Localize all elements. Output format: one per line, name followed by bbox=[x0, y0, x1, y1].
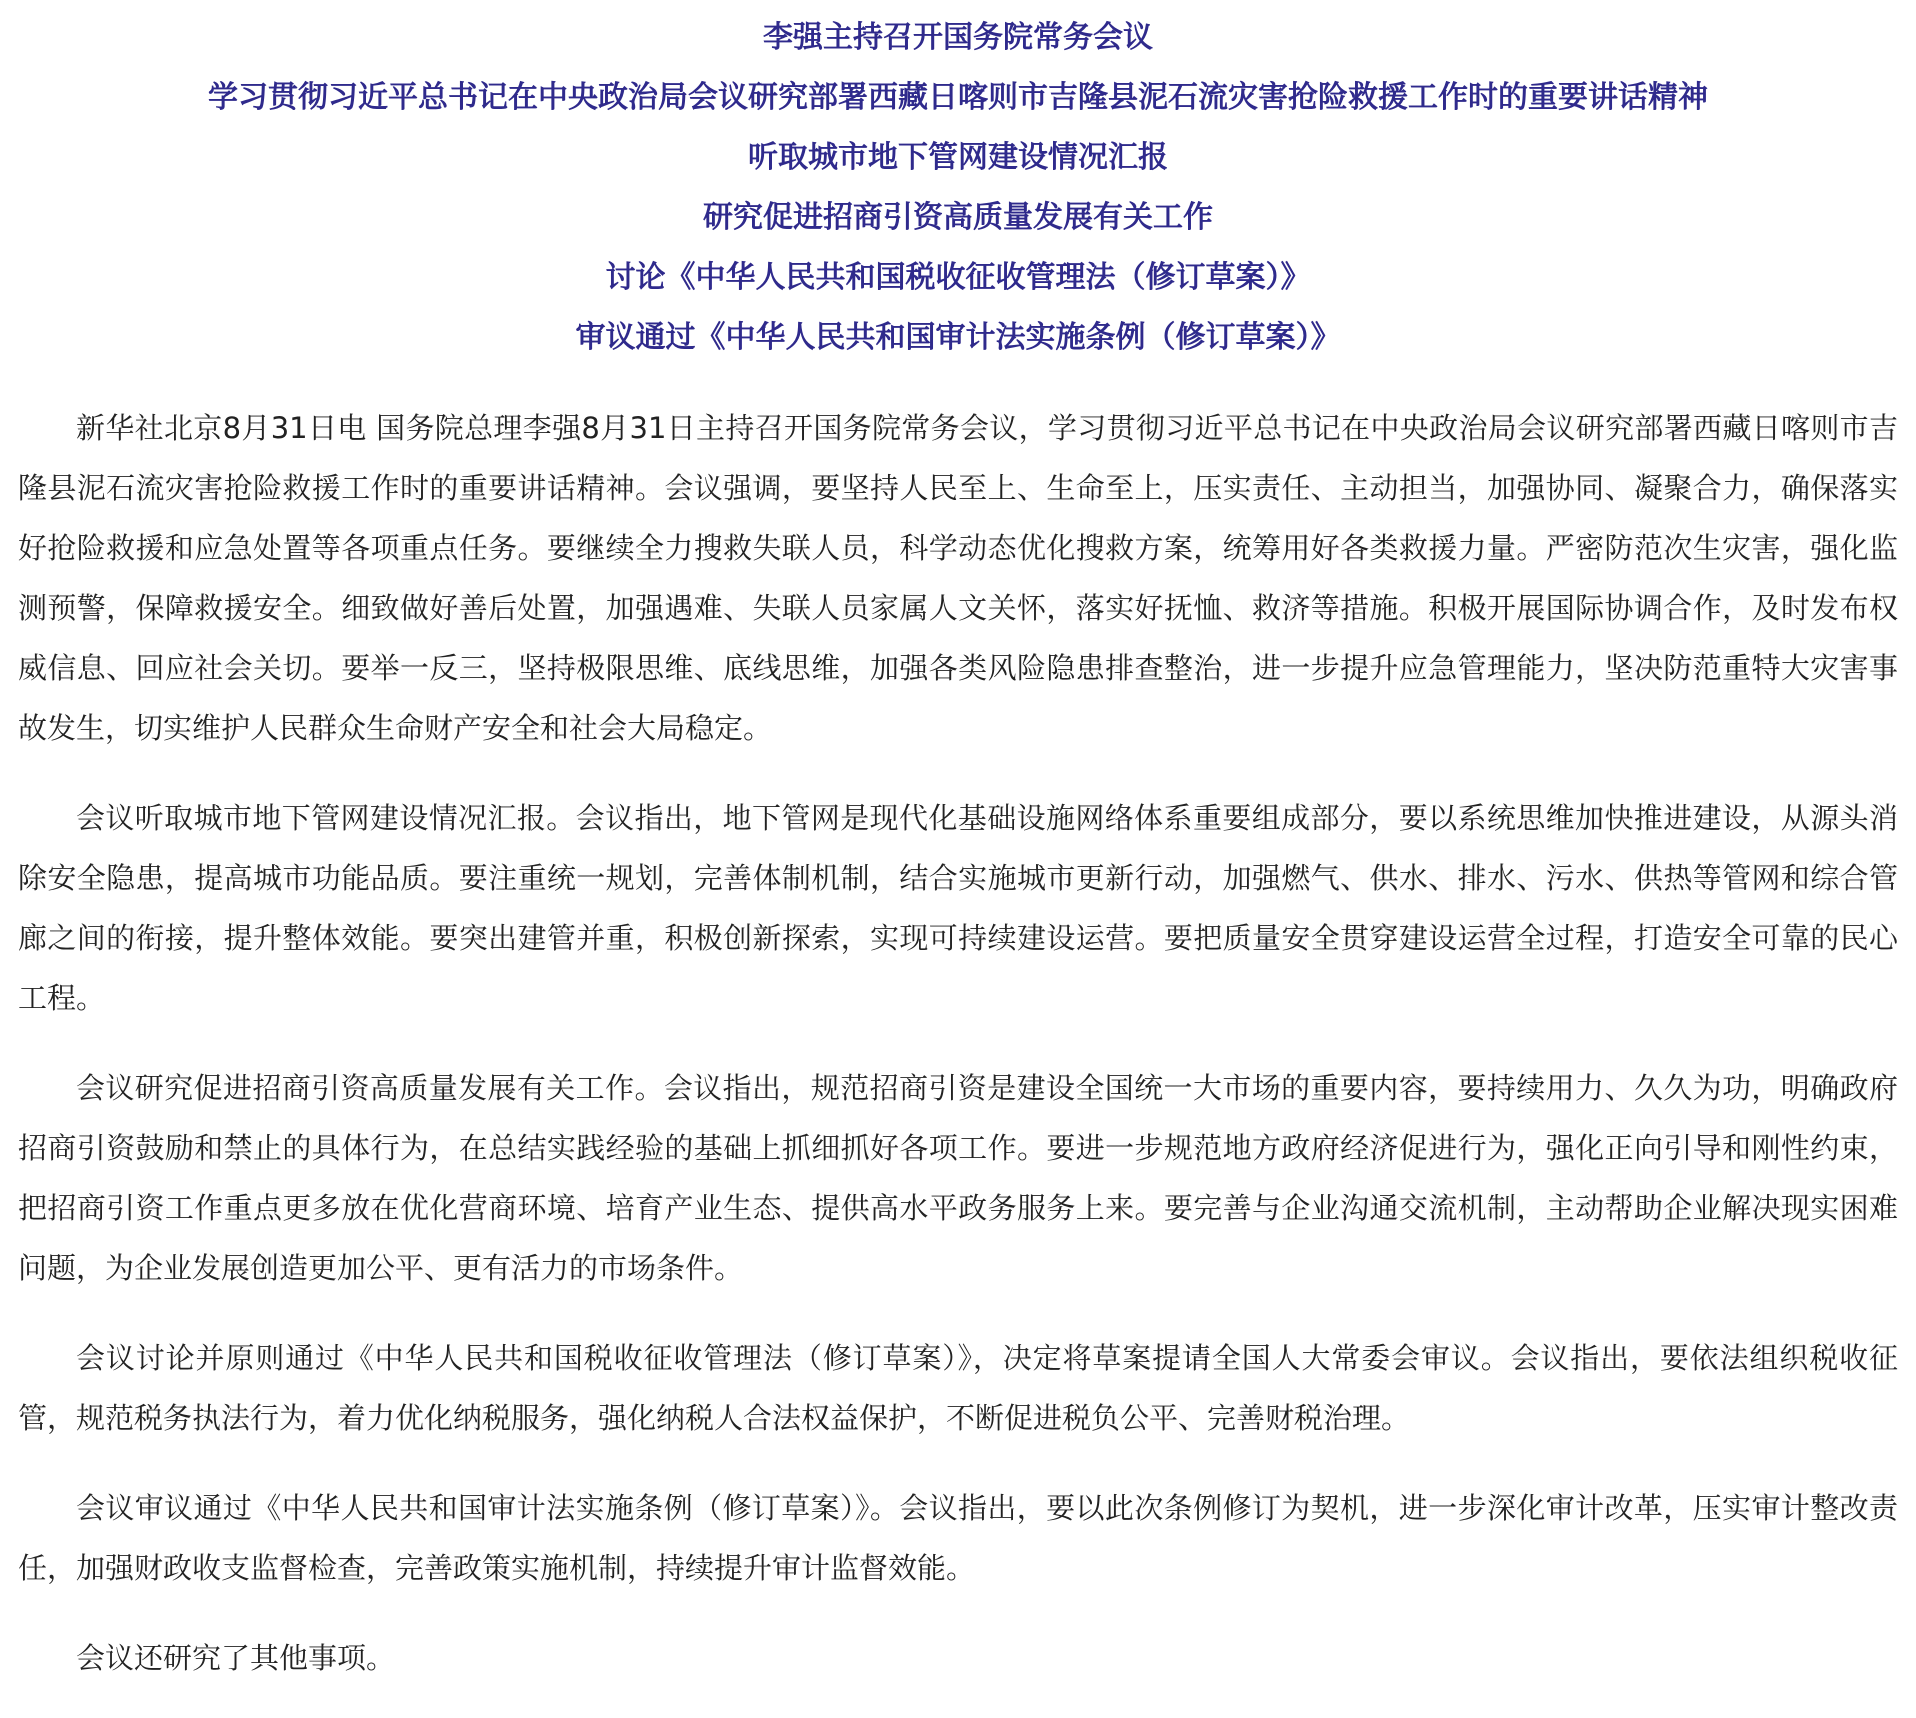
article-body bbox=[18, 398, 1898, 1688]
subtitle-1: 学习贯彻习近平总书记在中央政治局会议研究部署西藏日喀则市吉隆县泥石流灾害抢险救援工作时的重要讲话精神 bbox=[208, 80, 1708, 115]
subtitle-5: 审议通过《中华人民共和国审计法实施条例（修订草案）》 bbox=[575, 320, 1341, 355]
paragraph-6: 会议还研究了其他事项。 bbox=[76, 1641, 396, 1675]
paragraph-3: 会议研究促进招商引资高质量发展有关工作。会议指出，规范招商引资是建设全国统一大市场的重要内容，要持续用力、久久为功，明确政府招商引资鼓励和禁止的具体行为，在总结实践经验的基础上抓细抓好各项工作。要进一步规范地方政府经济促进行为，强化正向引导和刚性约束，把招商引资工作重点更多放在优化营商环境、培育产业生态、提供高水平政务服务上来。要完善与企业沟通交流机制，主动帮助企业解决现实困难问题，为企业发展创造更加公平、更有活力的市场条件。 bbox=[18, 1071, 1898, 1285]
main-title: 李强主持召开国务院常务会议 bbox=[763, 20, 1153, 55]
paragraph-2: 会议听取城市地下管网建设情况汇报。会议指出，地下管网是现代化基础设施网络体系重要组成部分，要以系统思维加快推进建设，从源头消除安全隐患，提高城市功能品质。要注重统一规划，完善体制机制，结合实施城市更新行动，加强燃气、供水、排水、污水、供热等管网和综合管廊之间的衔接，提升整体效能。要突出建管并重，积极创新探索，实现可持续建设运营。要把质量安全贯穿建设运营全过程，打造安全可靠的民心工程。 bbox=[18, 801, 1898, 1015]
headline-block bbox=[18, 0, 1898, 368]
subtitle-2: 听取城市地下管网建设情况汇报 bbox=[748, 140, 1168, 175]
subtitle-3: 研究促进招商引资高质量发展有关工作 bbox=[703, 200, 1213, 235]
paragraph-4: 会议讨论并原则通过《中华人民共和国税收征收管理法（修订草案）》，决定将草案提请全国人大常委会审议。会议指出，要依法组织税收征管，规范税务执法行为，着力优化纳税服务，强化纳税人合法权益保护，不断促进税负公平、完善财税治理。 bbox=[18, 1341, 1898, 1435]
paragraph-1: 新华社北京8月31日电 国务院总理李强8月31日主持召开国务院常务会议，学习贯彻习近平总书记在中央政治局会议研究部署西藏日喀则市吉隆县泥石流灾害抢险救援工作时的重要讲话精神。会议强调，要坚持人民至上、生命至上，压实责任、主动担当，加强协同、凝聚合力，确保落实好抢险救援和应急处置等各项重点任务。要继续全力搜救失联人员，科学动态优化搜救方案，统筹用好各类救援力量。严密防范次生灾害，强化监测预警，保障救援安全。细致做好善后处置，加强遇难、失联人员家属人文关怀，落实好抚恤、救济等措施。积极开展国际协调合作，及时发布权威信息、回应社会关切。要举一反三，坚持极限思维、底线思维，加强各类风险隐患排查整治，进一步提升应急管理能力，坚决防范重特大灾害事故发生，切实维护人民群众生命财产安全和社会大局稳定。 bbox=[18, 411, 1898, 745]
paragraph-5: 会议审议通过《中华人民共和国审计法实施条例（修订草案）》。会议指出，要以此次条例修订为契机，进一步深化审计改革，压实审计整改责任，加强财政收支监督检查，完善政策实施机制，持续提升审计监督效能。 bbox=[18, 1491, 1898, 1585]
subtitle-4: 讨论《中华人民共和国税收征收管理法（修订草案）》 bbox=[605, 260, 1311, 295]
